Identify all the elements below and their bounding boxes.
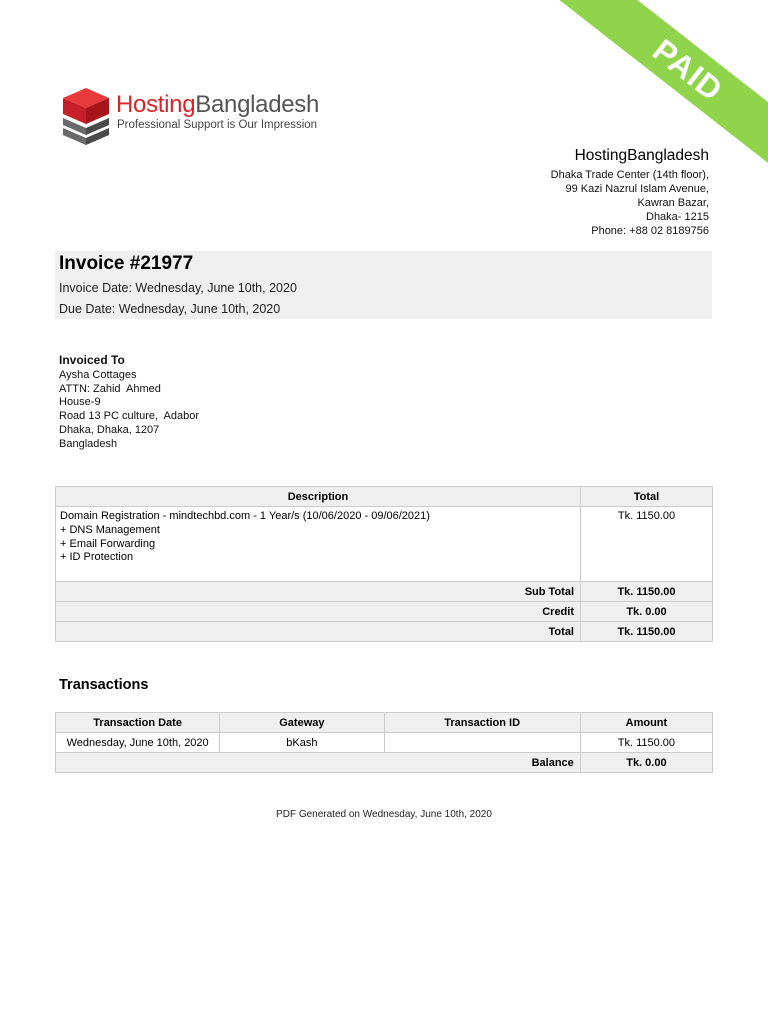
invoiced-to-heading: Invoiced To bbox=[59, 353, 125, 367]
logo-wordmark bbox=[116, 92, 319, 118]
paid-stamp-label: PAID bbox=[646, 31, 731, 108]
invoice-date: Invoice Date: Wednesday, June 10th, 2020 bbox=[59, 281, 297, 295]
company-logo bbox=[62, 86, 342, 148]
company-address-line: 99 Kazi Nazrul Islam Avenue, bbox=[565, 183, 709, 195]
invoiced-to-line: Road 13 PC culture, Adabor bbox=[59, 410, 200, 423]
subtotal-label: Sub Total bbox=[56, 582, 581, 602]
invoice-header bbox=[55, 251, 712, 319]
amount-header: Amount bbox=[580, 713, 712, 733]
total-row bbox=[56, 622, 713, 642]
invoiced-to-line: ATTN: Zahid Ahmed bbox=[59, 382, 161, 395]
company-phone: Phone: +88 02 8189756 bbox=[591, 225, 709, 237]
item-description-line: + DNS Management bbox=[60, 523, 160, 536]
credit-row bbox=[56, 602, 713, 622]
logo-tagline: Professional Support is Our Impression bbox=[117, 119, 318, 131]
balance-value: Tk. 0.00 bbox=[580, 753, 712, 773]
total-header: Total bbox=[581, 487, 713, 507]
company-address-block bbox=[551, 146, 709, 238]
item-description-line: + ID Protection bbox=[60, 551, 134, 564]
transaction-gateway: bKash bbox=[220, 733, 384, 753]
credit-value: Tk. 0.00 bbox=[581, 602, 713, 622]
balance-label: Balance bbox=[56, 753, 581, 773]
transactions-table bbox=[55, 712, 713, 773]
logo-wordmark-gray: Bangladesh bbox=[195, 91, 320, 118]
company-name: HostingBangladesh bbox=[574, 147, 709, 164]
subtotal-value: Tk. 1150.00 bbox=[581, 582, 713, 602]
item-description bbox=[56, 507, 581, 582]
description-header: Description bbox=[56, 487, 581, 507]
transaction-id bbox=[384, 733, 580, 753]
transaction-id-header: Transaction ID bbox=[384, 713, 580, 733]
transactions-header-row bbox=[56, 713, 713, 733]
stacked-cube-logo-icon bbox=[62, 86, 112, 146]
item-total: Tk. 1150.00 bbox=[581, 507, 713, 582]
table-row bbox=[56, 733, 713, 753]
invoiced-to-line: Aysha Cottages bbox=[59, 368, 137, 381]
transactions-title: Transactions bbox=[59, 677, 149, 693]
items-header-row bbox=[56, 487, 713, 507]
transaction-date-header: Transaction Date bbox=[56, 713, 220, 733]
total-value: Tk. 1150.00 bbox=[581, 622, 713, 642]
table-row bbox=[56, 507, 713, 582]
logo-wordmark-red: Hosting bbox=[116, 91, 196, 118]
invoice-title: Invoice #21977 bbox=[59, 253, 194, 274]
invoice-items-table bbox=[55, 486, 713, 642]
credit-label: Credit bbox=[56, 602, 581, 622]
invoice-due-date: Due Date: Wednesday, June 10th, 2020 bbox=[59, 302, 281, 316]
company-address-line: Kawran Bazar, bbox=[637, 197, 709, 209]
invoiced-to-block bbox=[59, 354, 199, 452]
subtotal-row bbox=[56, 582, 713, 602]
company-address-line: Dhaka Trade Center (14th floor), bbox=[550, 169, 709, 181]
invoiced-to-line: Dhaka, Dhaka, 1207 bbox=[59, 423, 160, 436]
transaction-date: Wednesday, June 10th, 2020 bbox=[56, 733, 220, 753]
item-description-line: + Email Forwarding bbox=[60, 537, 156, 550]
balance-row bbox=[56, 753, 713, 773]
item-description-line: Domain Registration - mindtechbd.com - 1 Year/s (10/06/2020 - 09/06/2021) bbox=[60, 510, 430, 522]
invoiced-to-line: Bangladesh bbox=[59, 437, 118, 450]
pdf-generated-footer: PDF Generated on Wednesday, June 10th, 2020 bbox=[276, 809, 492, 820]
transaction-amount: Tk. 1150.00 bbox=[580, 733, 712, 753]
invoiced-to-line: House-9 bbox=[59, 396, 101, 409]
company-address-line: Dhaka- 1215 bbox=[646, 211, 709, 223]
gateway-header: Gateway bbox=[220, 713, 384, 733]
total-label: Total bbox=[56, 622, 581, 642]
